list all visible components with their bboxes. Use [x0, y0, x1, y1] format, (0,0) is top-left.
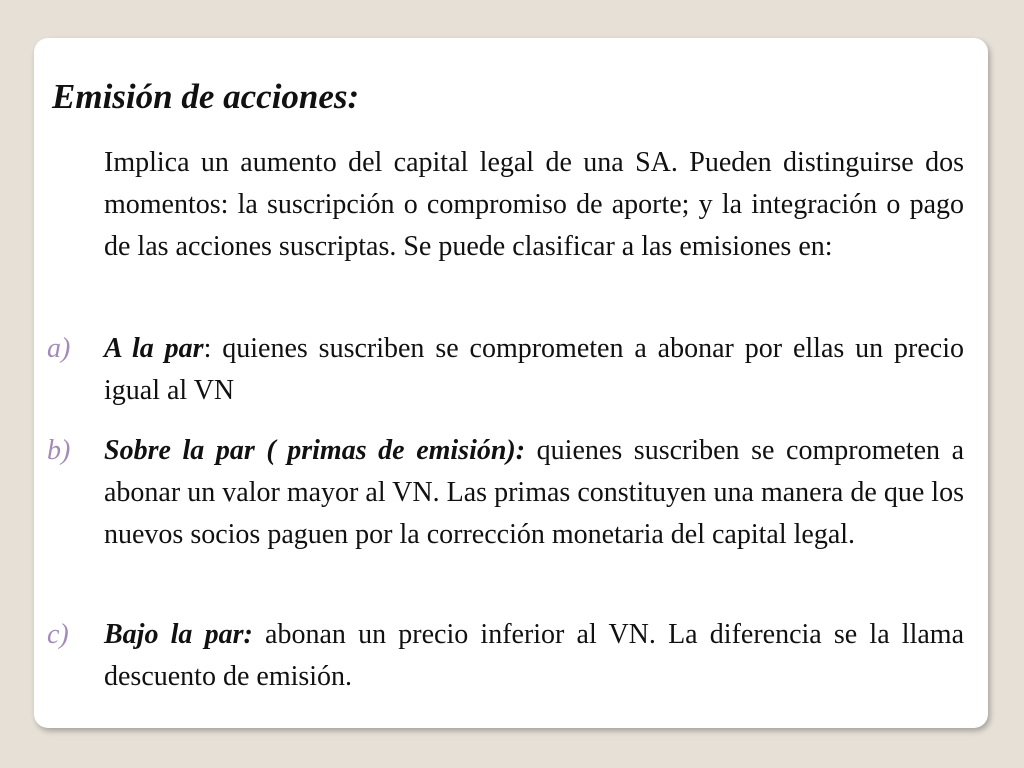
description-a: : quienes suscriben se comprometen a abonar por ellas un precio igual al VN: [104, 333, 964, 406]
list-item-a: [47, 328, 964, 412]
list-marker-a: a): [47, 333, 71, 364]
description-c: abonan un precio inferior al VN. La diferencia se la llama descuento de emisión.: [104, 619, 964, 692]
term-a-la-par: A la par: [104, 333, 204, 364]
term-sobre-la-par: Sobre la par ( primas de emisión):: [104, 435, 526, 466]
description-b: quienes suscriben se comprometen a abonar un valor mayor al VN. Las primas constituyen una manera de que los nuevos socios paguen por la corrección monetaria del capital legal.: [104, 435, 965, 550]
intro-paragraph: Implica un aumento del capital legal de una SA. Pueden distinguirse dos momentos: la suscripción o compromiso de aporte; y la integración o pago de las acciones suscriptas. Se puede clasificar a las emisiones en:: [104, 147, 964, 262]
term-bajo-la-par: Bajo la par:: [104, 619, 253, 650]
list-marker-b: b): [47, 435, 71, 466]
list-item-c: [47, 614, 964, 698]
slide-title: Emisión de acciones:: [52, 77, 360, 116]
list-marker-c: c): [47, 619, 69, 650]
list-item-b: [47, 430, 965, 556]
